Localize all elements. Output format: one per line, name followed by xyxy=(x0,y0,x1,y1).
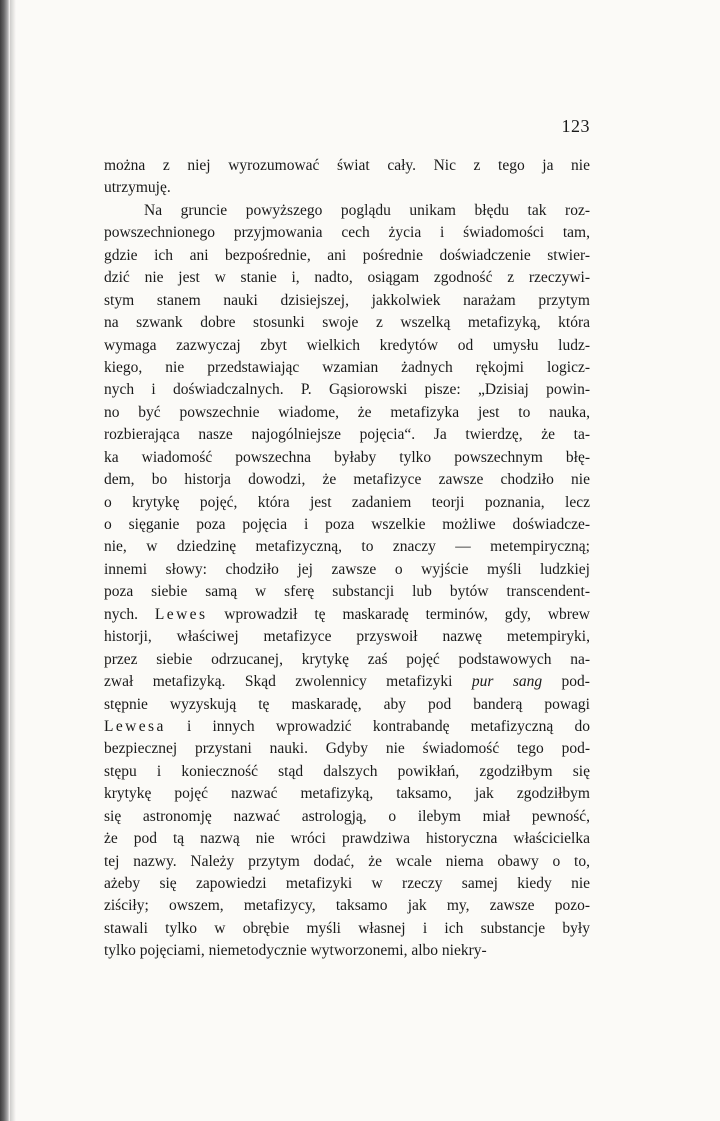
text-line xyxy=(104,357,590,379)
text-line xyxy=(104,245,590,267)
text-run: nie, w dziedzinę metafizyczną, to znaczy — metempiryczną; xyxy=(104,538,590,556)
text-run: bezpiecznej przystani nauki. Gdyby nie świadomość tego pod- xyxy=(104,740,590,758)
text-line xyxy=(104,447,590,469)
text-run: i innych wprowadzić kontrabandę metafizyczną do xyxy=(165,717,590,735)
text-run: tej nazwy. Należy przytym dodać, że wcale niema obawy o to, xyxy=(104,852,590,870)
text-run: historji, właściwej metafizyce przyswoił nazwę metempiryki, xyxy=(104,628,590,646)
text-line xyxy=(104,694,590,716)
text-line xyxy=(104,626,590,648)
text-line xyxy=(104,873,590,895)
text-run: innemi słowy: chodziło jej zawsze o wyjście myśli ludzkiej xyxy=(104,560,590,578)
text-run: powszechnionego przyjmowania cech życia i świadomości tam, xyxy=(104,224,590,242)
text-line xyxy=(104,492,590,514)
text-run: kiego, nie przedstawiając wzamian żadnych rękojmi logicz- xyxy=(104,358,590,376)
text-line xyxy=(104,222,590,244)
text-line xyxy=(104,177,590,199)
text-line xyxy=(104,379,590,401)
paragraph xyxy=(104,155,590,200)
text-run: ziściły; owszem, metafizycy, taksamo jak my, zawsze pozo- xyxy=(104,897,590,915)
text-line xyxy=(104,200,590,222)
text-run: że pod tą nazwą nie wróci prawdziwa historyczna właścicielka xyxy=(104,830,590,848)
spaced-name: Lewes xyxy=(154,605,208,623)
text-run: o krytykę pojęć, która jest zadaniem teorji poznania, lecz xyxy=(104,493,590,511)
body-text xyxy=(104,155,590,963)
text-run: dzić nie jest w stanie i, nadto, osiągam zgodność z rzeczywi- xyxy=(104,269,590,287)
page-binding-edge xyxy=(0,0,10,1121)
italic-phrase: pur sang xyxy=(471,673,543,691)
text-run: no być powszechnie wiadome, że metafizyka jest to nauka, xyxy=(104,403,590,421)
text-line xyxy=(104,738,590,760)
text-line xyxy=(104,671,590,693)
text-run: o sięganie poza pojęcia i poza wszelkie możliwe doświadcze- xyxy=(104,516,590,534)
text-run: wymaga zazwyczaj zbyt wielkich kredytów od umysłu ludz- xyxy=(104,336,590,354)
text-run: się astronomję nazwać astrologją, o ilebym miał pewność, xyxy=(104,807,590,825)
text-line xyxy=(104,514,590,536)
text-run: rozbierająca nasze najogólniejsze pojęcia“. Ja twierdzę, że ta- xyxy=(104,426,590,444)
text-line xyxy=(104,155,590,177)
text-run: stępu i konieczność stąd dalszych powikłań, zgodziłbym się xyxy=(104,762,590,780)
text-line xyxy=(104,335,590,357)
text-line xyxy=(104,761,590,783)
text-run: ażeby się zapowiedzi metafizyki w rzeczy samej kiedy nie xyxy=(104,875,590,893)
text-line xyxy=(104,604,590,626)
text-run: krytykę pojęć nazwać metafizyką, taksamo, jak zgodziłbym xyxy=(104,785,590,803)
text-line xyxy=(104,469,590,491)
text-run: tylko pojęciami, niemetodycznie wytworzonemi, albo niekry- xyxy=(104,942,487,960)
text-line xyxy=(104,267,590,289)
text-line xyxy=(104,851,590,873)
text-line xyxy=(104,940,590,962)
text-line xyxy=(104,918,590,940)
text-line xyxy=(104,716,590,738)
text-line xyxy=(104,806,590,828)
text-run: na szwank dobre stosunki swoje z wszelką metafizyką, która xyxy=(104,314,590,332)
text-line xyxy=(104,828,590,850)
text-run: ka wiadomość powszechna byłaby tylko powszechnym błę- xyxy=(104,448,590,466)
text-line xyxy=(104,290,590,312)
text-line xyxy=(104,559,590,581)
text-line xyxy=(104,783,590,805)
text-run: wprowadził tę maskaradę terminów, gdy, wbrew xyxy=(207,605,590,623)
text-run: można z niej wyrozumować świat cały. Nic z tego ja nie xyxy=(104,157,590,174)
text-run: nych. xyxy=(104,605,155,623)
text-line xyxy=(104,895,590,917)
text-run: zwał metafizyką. Skąd zwolennicy metafizyki xyxy=(104,673,472,691)
text-run: stępnie wyzyskują tę maskaradę, aby pod banderą powagi xyxy=(104,695,590,713)
text-line xyxy=(104,424,590,446)
text-run: stawali tylko w obrębie myśli własnej i ich substancje były xyxy=(104,919,590,937)
text-run: przez siebie odrzucanej, krytykę zaś pojęć podstawowych na- xyxy=(104,650,590,668)
text-run: utrzymuję. xyxy=(104,179,171,197)
text-run: dem, bo historja dowodzi, że metafizyce zawsze chodziło nie xyxy=(104,471,590,489)
paragraph xyxy=(104,200,590,963)
text-run: poza siebie samą w sferę substancji lub bytów transcendent- xyxy=(104,583,590,601)
page-number: 123 xyxy=(561,116,590,136)
text-run: stym stanem nauki dzisiejszej, jakkolwiek narażam przytym xyxy=(104,291,590,309)
text-line xyxy=(104,581,590,603)
text-line xyxy=(104,402,590,424)
text-run: Na gruncie powyższego poglądu unikam błędu tak roz- xyxy=(144,201,590,219)
spaced-name: Lewesa xyxy=(104,717,166,735)
text-run: pod- xyxy=(542,673,590,691)
text-line xyxy=(104,649,590,671)
text-run: nych i doświadczalnych. P. Gąsiorowski pisze: „Dzisiaj powin- xyxy=(104,381,590,399)
text-line xyxy=(104,536,590,558)
text-run: gdzie ich ani bezpośrednie, ani pośrednie doświadczenie stwier- xyxy=(104,246,590,264)
text-line xyxy=(104,312,590,334)
